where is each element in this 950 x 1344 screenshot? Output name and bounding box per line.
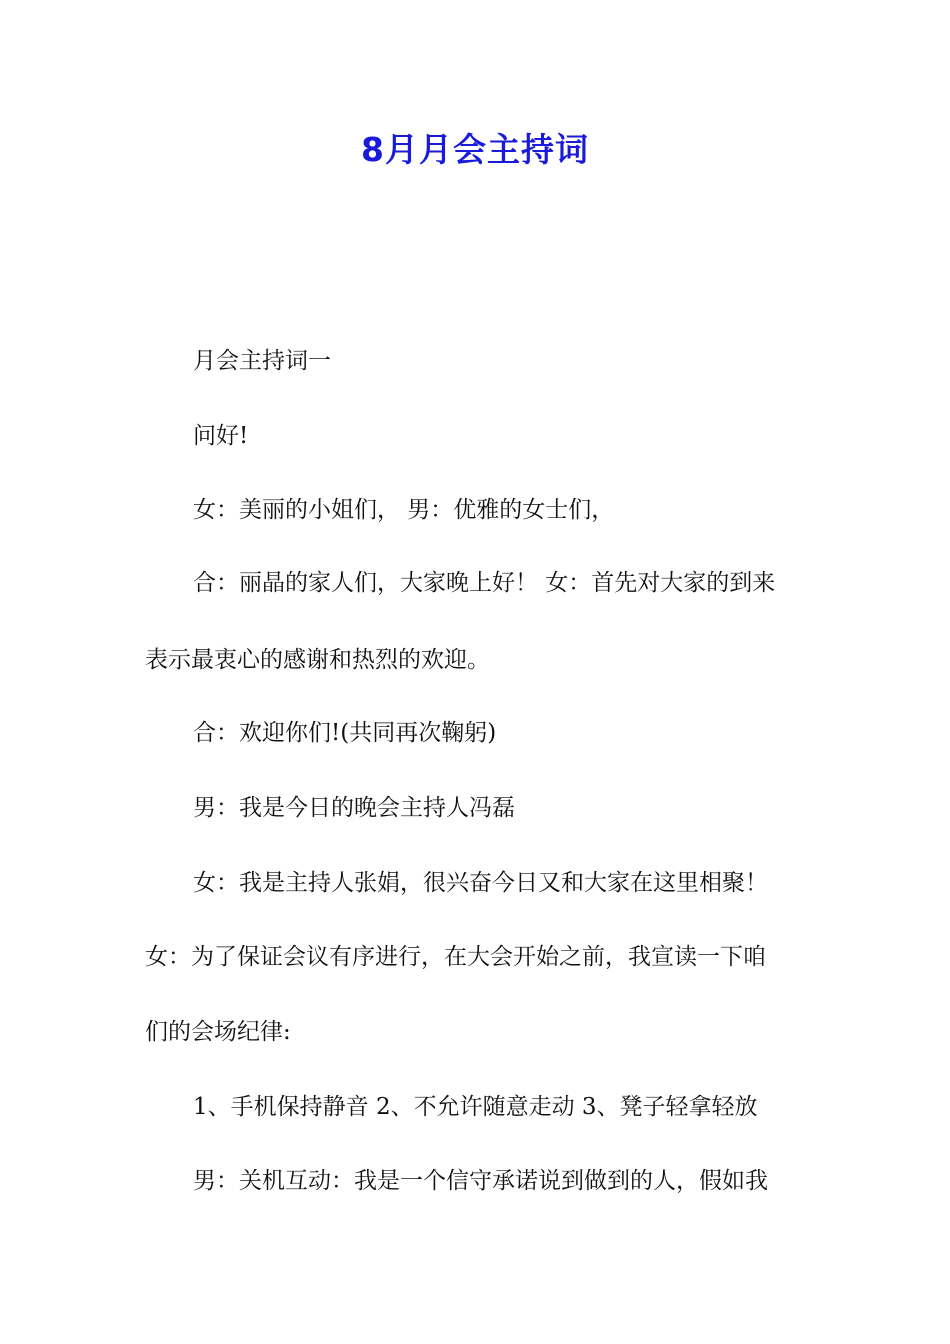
paragraph-line: 合：欢迎你们!(共同再次鞠躬) [193, 720, 497, 746]
paragraph-line: 女：美丽的小姐们， 男：优雅的女士们， [193, 497, 615, 523]
paragraph-line: 合：丽晶的家人们，大家晚上好！ 女：首先对大家的到来 [193, 570, 776, 596]
paragraph-line: 1、手机保持静音 2、不允许随意走动 3、凳子轻拿轻放 [193, 1094, 758, 1120]
paragraph-line: 月会主持词一 [193, 348, 331, 374]
paragraph-line: 表示最衷心的感谢和热烈的欢迎。 [145, 647, 490, 673]
paragraph-line: 们的会场纪律: [145, 1019, 291, 1045]
paragraph-line: 女：为了保证会议有序进行，在大会开始之前，我宣读一下咱 [145, 944, 766, 970]
paragraph-line: 男：我是今日的晚会主持人冯磊 [193, 795, 515, 821]
paragraph-line: 问好! [193, 423, 249, 449]
paragraph-line: 男：关机互动：我是一个信守承诺说到做到的人，假如我 [193, 1168, 768, 1194]
document-title: 8月月会主持词 [361, 130, 589, 169]
paragraph-line: 女：我是主持人张娟，很兴奋今日又和大家在这里相聚！ [193, 870, 768, 896]
